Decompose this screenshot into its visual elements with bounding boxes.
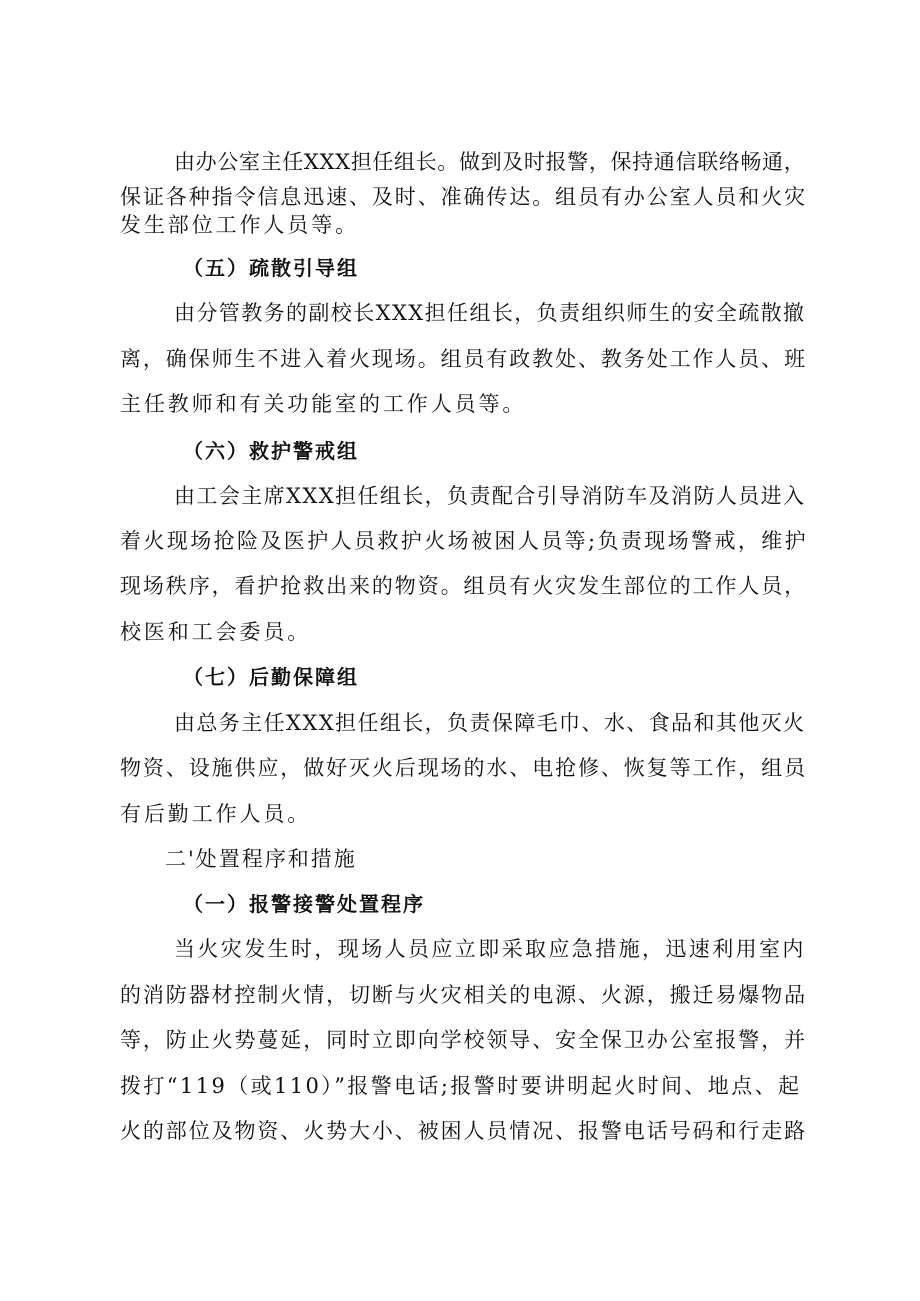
paragraph-line: 当火灾发生时，现场人员应立即采取应急措施，迅速利用室内 <box>174 937 806 961</box>
subsection-heading: （一）报警接警处置程序 <box>183 892 425 916</box>
paragraph-line: 校医和工会委员。 <box>120 620 312 644</box>
paragraph-line: 由分管教务的副校长XXX担任组长，负责组织师生的安全疏散撤 <box>174 301 806 325</box>
subsection-heading: （七）后勤保障组 <box>183 665 359 689</box>
paragraph-line: 等，防止火势蔓延，同时立即向学校领导、安全保卫办公室报警，并 <box>120 1028 807 1052</box>
paragraph-line: 由工会主席XXX担任组长，负责配合引导消防车及消防人员进入 <box>174 484 806 508</box>
paragraph-line: 主任教师和有关功能室的工作人员等。 <box>120 392 527 416</box>
paragraph-line: 物资、设施供应，做好灭火后现场的水、电抢修、恢复等工作，组员 <box>120 756 807 780</box>
paragraph-line: 离，确保师生不进入着火现场。组员有政教处、教务处工作人员、班 <box>120 347 807 371</box>
paragraph-line: 火的部位及物资、火势大小、被困人员情况、报警电话号码和行走路 <box>120 1119 807 1143</box>
paragraph-line: 着火现场抢险及医护人员救护火场被困人员等;负责现场警戒，维护 <box>120 529 809 553</box>
paragraph-line: 由总务主任XXX担任组长，负责保障毛巾、水、食品和其他灭火 <box>174 711 806 735</box>
paragraph-line: 拨打“119（或110）”报警电话;报警时要讲明起火时间、地点、起 <box>120 1074 802 1098</box>
paragraph-line: 的消防器材控制火情，切断与火灾相关的电源、火源，搬迁易爆物品 <box>120 983 807 1007</box>
subsection-heading: （六）救护警戒组 <box>183 439 359 463</box>
paragraph-line: 由办公室主任XXX担任组长。做到及时报警，保持通信联络畅通， <box>174 150 806 174</box>
section-heading: 二'处置程序和措施 <box>165 847 357 871</box>
subsection-heading: （五）疏散引导组 <box>183 256 359 280</box>
paragraph-line: 有后勤工作人员。 <box>120 802 312 826</box>
paragraph-line: 现场秩序，看护抢救出来的物资。组员有火灾发生部位的工作人员， <box>120 574 807 598</box>
paragraph-line: 发生部位工作人员等。 <box>120 213 359 237</box>
paragraph-line: 保证各种指令信息迅速、及时、准确传达。组员有办公室人员和火灾 <box>120 185 807 209</box>
